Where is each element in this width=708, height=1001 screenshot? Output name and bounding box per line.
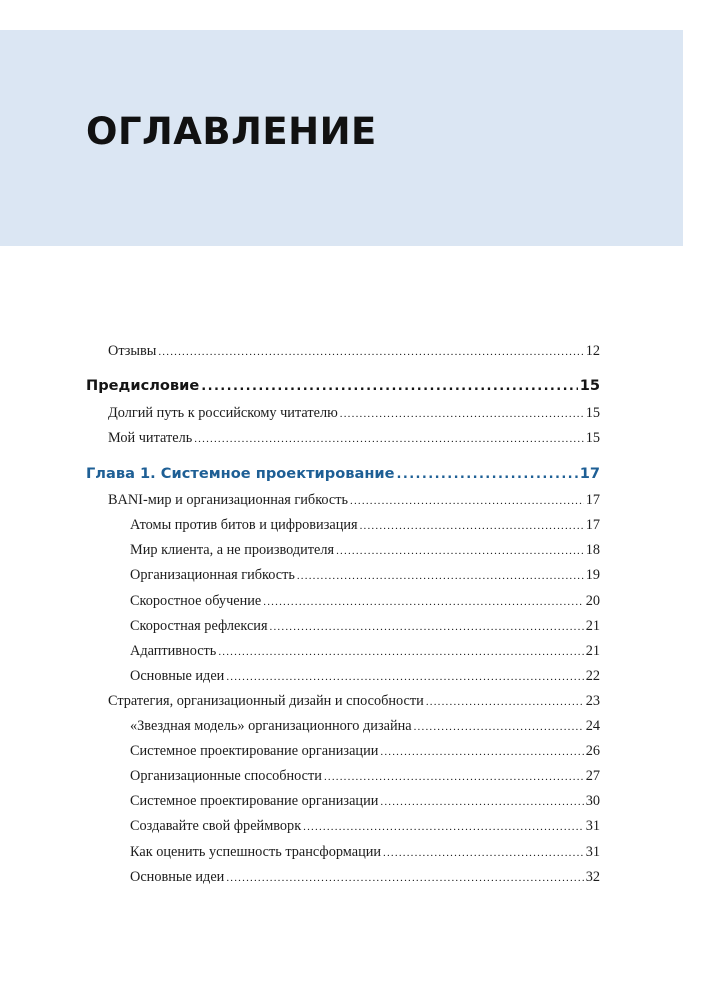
toc-entry-page: 31	[585, 818, 600, 834]
toc-entry-my-reader[interactable]	[108, 430, 600, 450]
toc-leader-dots	[360, 521, 584, 532]
toc-entry-page: 20	[585, 593, 600, 609]
toc-entry-page: 17	[585, 517, 600, 533]
toc-entry-title: Системное проектирование организации	[130, 793, 379, 809]
toc-entry-org-flex[interactable]	[130, 567, 600, 587]
toc-leader-dots	[336, 546, 584, 557]
toc-leader-dots	[270, 622, 584, 633]
toc-entry-title: BANI-мир и организационная гибкость	[108, 492, 349, 508]
toc-entry-title: Предисловие	[86, 377, 200, 394]
toc-leader-dots	[426, 697, 584, 708]
toc-leader-dots	[383, 848, 584, 859]
toc-entry-title: Долгий путь к российскому читателю	[108, 405, 338, 421]
toc-leader-dots	[397, 468, 578, 481]
toc-entry-fast-learning[interactable]	[130, 593, 600, 613]
toc-entry-star-model[interactable]	[130, 718, 600, 738]
toc-leader-dots	[414, 722, 584, 733]
toc-leader-dots	[380, 797, 583, 808]
toc-leader-dots	[297, 571, 584, 582]
toc-entry-page: 31	[585, 844, 600, 860]
toc-entry-title: Мир клиента, а не производителя	[130, 542, 335, 558]
toc-entry-page: 21	[585, 643, 600, 659]
toc-entry-sys-design-2[interactable]	[130, 793, 600, 813]
toc-entry-page: 15	[579, 377, 600, 394]
toc-entry-sys-design-1[interactable]	[130, 743, 600, 763]
toc-entry-title: Отзывы	[108, 343, 157, 359]
toc-leader-dots	[226, 672, 583, 683]
toc-entry-page: 30	[585, 793, 600, 809]
toc-entry-title: Адаптивность	[130, 643, 217, 659]
toc-entry-page: 19	[585, 567, 600, 583]
toc-leader-dots	[226, 873, 583, 884]
toc-entry-page: 24	[585, 718, 600, 734]
toc-leader-dots	[194, 434, 583, 445]
toc-entry-framework[interactable]	[130, 818, 600, 838]
toc-entry-page: 27	[585, 768, 600, 784]
toc-entry-chapter-1[interactable]	[86, 465, 600, 487]
toc-entry-page: 17	[585, 492, 600, 508]
toc-leader-dots	[324, 772, 584, 783]
toc-leader-dots	[340, 409, 584, 420]
toc-entry-page: 23	[585, 693, 600, 709]
toc-entry-org-capabilities[interactable]	[130, 768, 600, 788]
toc-entry-title: Основные идеи	[130, 869, 225, 885]
toc-entry-fast-reflection[interactable]	[130, 618, 600, 638]
toc-leader-dots	[263, 597, 583, 608]
toc-entry-title: Как оценить успешность трансформации	[130, 844, 382, 860]
toc-entry-preface[interactable]	[86, 377, 600, 399]
toc-entry-page: 18	[585, 542, 600, 558]
toc-entry-page: 26	[585, 743, 600, 759]
toc-leader-dots	[380, 747, 583, 758]
toc-leader-dots	[350, 496, 584, 507]
toc-entry-title: Организационная гибкость	[130, 567, 295, 583]
toc-leader-dots	[158, 347, 583, 358]
toc-entry-title: «Звездная модель» организационного дизайна	[130, 718, 412, 734]
toc-leader-dots	[201, 380, 577, 393]
toc-entry-page: 21	[585, 618, 600, 634]
toc-entry-title: Скоростное обучение	[130, 593, 262, 609]
page-title: ОГЛАВЛЕНИЕ	[86, 110, 377, 153]
toc-entry-long-way[interactable]	[108, 405, 600, 425]
toc-entry-page: 15	[585, 405, 600, 421]
toc-entry-title: Глава 1. Системное проектирование	[86, 465, 395, 482]
toc-entry-title: Мой читатель	[108, 430, 193, 446]
toc-entry-adaptivity[interactable]	[130, 643, 600, 663]
toc-entry-page: 17	[579, 465, 600, 482]
toc-entry-page: 12	[585, 343, 600, 359]
toc-entry-title: Системное проектирование организации	[130, 743, 379, 759]
toc-entry-key-ideas-1[interactable]	[130, 668, 600, 688]
toc-entry-title: Стратегия, организационный дизайн и способности	[108, 693, 424, 709]
toc-entry-atoms[interactable]	[130, 517, 600, 537]
toc-entry-page: 32	[585, 869, 600, 885]
toc-leader-dots	[303, 822, 584, 833]
toc-leader-dots	[218, 647, 583, 658]
toc-entry-bani[interactable]	[108, 492, 600, 512]
toc-entry-title: Организационные способности	[130, 768, 322, 784]
toc-entry-title: Скоростная рефлексия	[130, 618, 268, 634]
toc-entry-evaluate[interactable]	[130, 844, 600, 864]
toc-entry-strategy[interactable]	[108, 693, 600, 713]
toc-entry-title: Атомы против битов и цифровизация	[130, 517, 358, 533]
toc-entry-client-world[interactable]	[130, 542, 600, 562]
toc-entry-reviews[interactable]	[108, 343, 600, 363]
toc-entry-title: Основные идеи	[130, 668, 225, 684]
toc-entry-page: 15	[585, 430, 600, 446]
toc-entry-title: Создавайте свой фреймворк	[130, 818, 302, 834]
toc-entry-page: 22	[585, 668, 600, 684]
toc-entry-key-ideas-2[interactable]	[130, 869, 600, 889]
